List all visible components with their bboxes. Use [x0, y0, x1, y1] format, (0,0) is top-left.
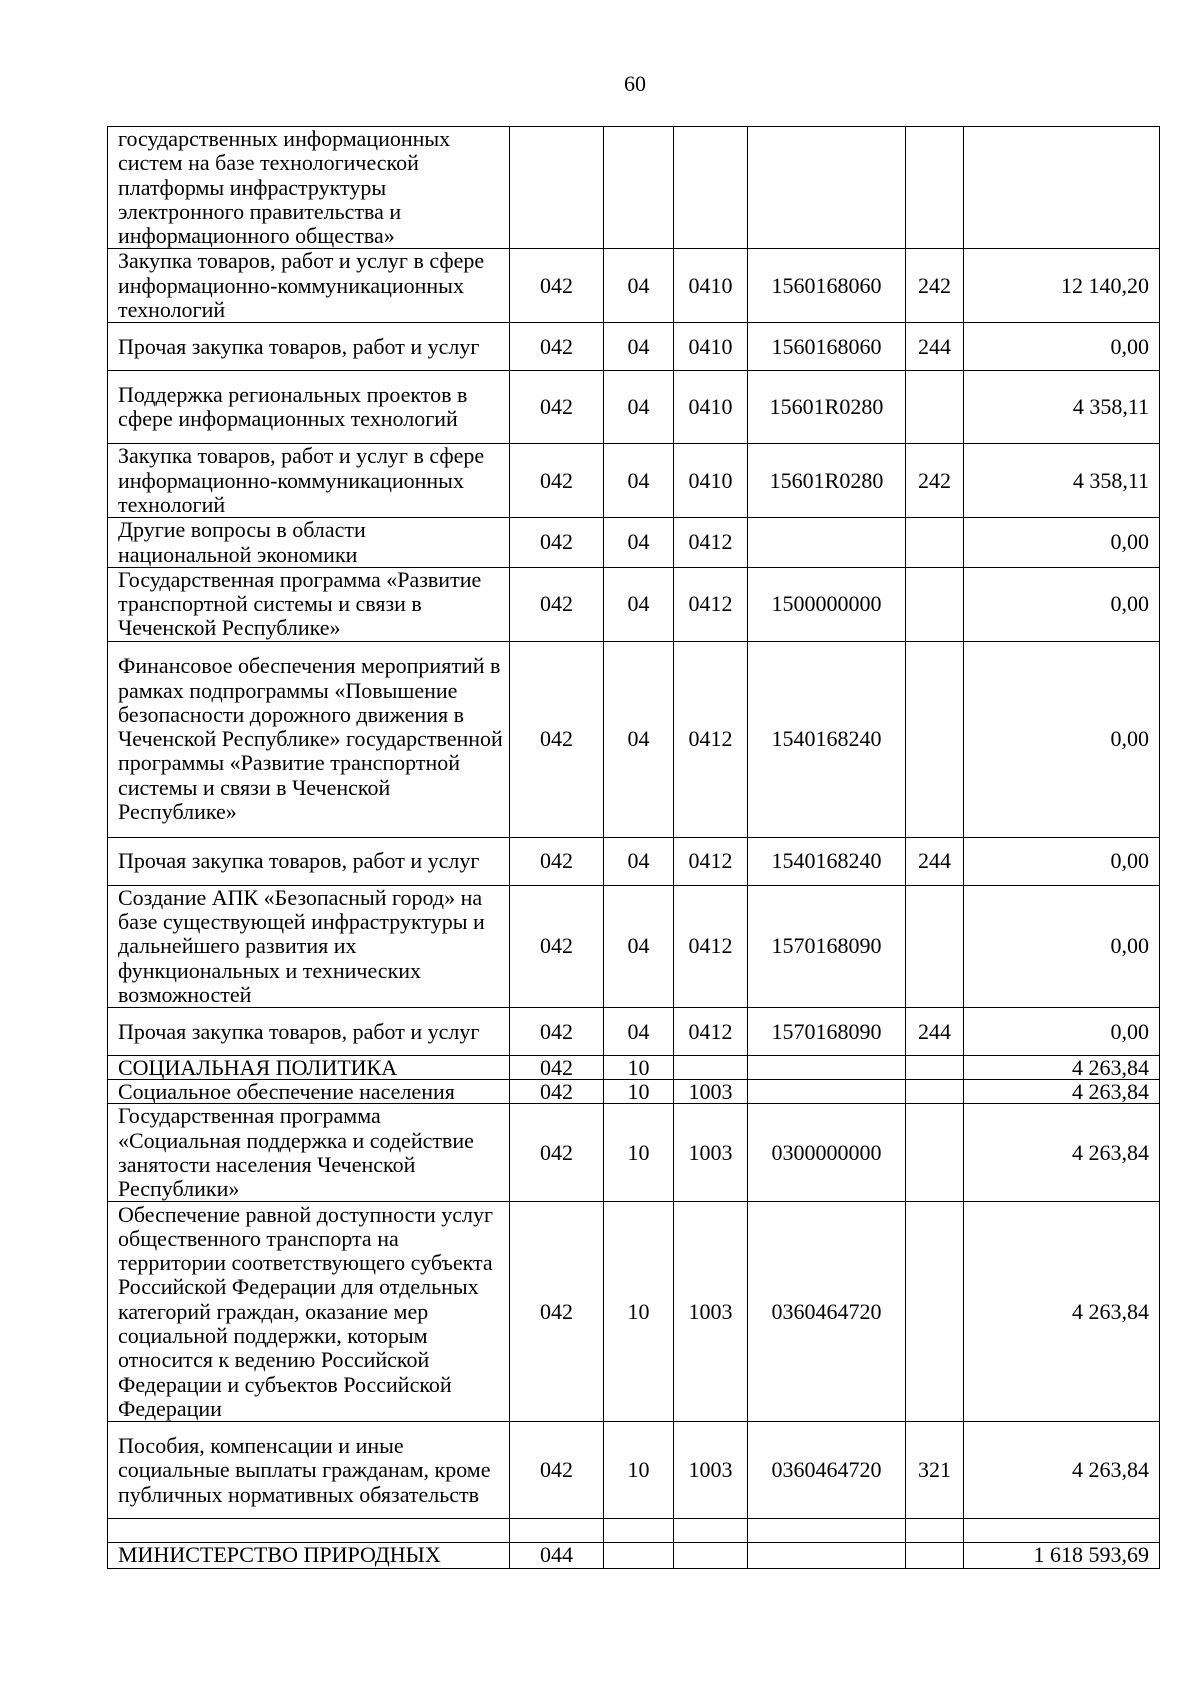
admin-code-cell: 042 [510, 249, 604, 323]
amount-cell: 4 358,11 [964, 444, 1160, 518]
admin-code-cell: 042 [510, 1104, 604, 1202]
admin-code-cell: 042 [510, 1422, 604, 1519]
row-name-cell: Закупка товаров, работ и услуг в сфере информационно-коммуникационных технологий [108, 444, 510, 518]
expense-type-cell: 321 [906, 1422, 964, 1519]
section-code-cell [604, 1543, 674, 1568]
admin-code-cell: 044 [510, 1543, 604, 1568]
amount-cell: 4 263,84 [964, 1080, 1160, 1104]
amount-cell: 0,00 [964, 641, 1160, 837]
row-name-cell: государственных информационных систем на базе технологической платформы инфраструктуры электронного правительства и информационного общества» [108, 127, 510, 249]
table-row [108, 1202, 1160, 1422]
admin-code-cell: 042 [510, 567, 604, 641]
admin-code-cell [510, 1519, 604, 1543]
table-row [108, 518, 1160, 568]
admin-code-cell: 042 [510, 1056, 604, 1080]
subsection-code-cell: 1003 [674, 1104, 748, 1202]
section-code-cell: 10 [604, 1202, 674, 1422]
amount-cell: 1 618 593,69 [964, 1543, 1160, 1568]
subsection-code-cell: 0412 [674, 837, 748, 885]
admin-code-cell: 042 [510, 885, 604, 1007]
row-name-cell: Социальное обеспечение населения [108, 1080, 510, 1104]
section-code-cell: 04 [604, 444, 674, 518]
row-name-cell: МИНИСТЕРСТВО ПРИРОДНЫХ [108, 1543, 510, 1568]
amount-cell: 0,00 [964, 1008, 1160, 1056]
section-code-cell [604, 1519, 674, 1543]
subsection-code-cell: 1003 [674, 1422, 748, 1519]
expense-type-cell [906, 1104, 964, 1202]
expense-type-cell [906, 127, 964, 249]
row-name-cell: Прочая закупка товаров, работ и услуг [108, 1008, 510, 1056]
table-row [108, 837, 1160, 885]
target-article-cell: 0300000000 [748, 1104, 906, 1202]
section-code-cell: 10 [604, 1056, 674, 1080]
table-row [108, 1543, 1160, 1568]
subsection-code-cell: 0412 [674, 641, 748, 837]
table-row [108, 1008, 1160, 1056]
target-article-cell [748, 1519, 906, 1543]
admin-code-cell: 042 [510, 837, 604, 885]
subsection-code-cell: 0412 [674, 885, 748, 1007]
target-article-cell: 1500000000 [748, 567, 906, 641]
target-article-cell: 0360464720 [748, 1202, 906, 1422]
section-code-cell: 04 [604, 567, 674, 641]
row-name-cell: Поддержка региональных проектов в сфере информационных технологий [108, 371, 510, 444]
admin-code-cell: 042 [510, 323, 604, 371]
subsection-code-cell: 0410 [674, 323, 748, 371]
row-name-cell: Другие вопросы в области национальной экономики [108, 518, 510, 568]
target-article-cell: 1560168060 [748, 323, 906, 371]
table-row [108, 371, 1160, 444]
target-article-cell [748, 518, 906, 568]
table-row [108, 567, 1160, 641]
target-article-cell [748, 1543, 906, 1568]
expense-type-cell: 244 [906, 1008, 964, 1056]
expense-type-cell [906, 518, 964, 568]
amount-cell: 4 263,84 [964, 1104, 1160, 1202]
subsection-code-cell: 0412 [674, 518, 748, 568]
row-name-cell: Пособия, компенсации и иные социальные выплаты гражданам, кроме публичных нормативных обязательств [108, 1422, 510, 1519]
expense-type-cell [906, 1543, 964, 1568]
expense-type-cell [906, 1519, 964, 1543]
subsection-code-cell [674, 1519, 748, 1543]
section-code-cell: 04 [604, 371, 674, 444]
expense-type-cell [906, 641, 964, 837]
row-name-cell: Создание АПК «Безопасный город» на базе существующей инфраструктуры и дальнейшего развития их функциональных и технических возможностей [108, 885, 510, 1007]
section-code-cell: 10 [604, 1104, 674, 1202]
table-row [108, 1519, 1160, 1543]
amount-cell: 0,00 [964, 323, 1160, 371]
section-code-cell: 04 [604, 885, 674, 1007]
row-name-cell: Государственная программа «Социальная поддержка и содействие занятости населения Чеченской Республики» [108, 1104, 510, 1202]
amount-cell: 0,00 [964, 518, 1160, 568]
table-row [108, 444, 1160, 518]
target-article-cell: 1540168240 [748, 641, 906, 837]
target-article-cell [748, 127, 906, 249]
admin-code-cell: 042 [510, 1008, 604, 1056]
expense-type-cell: 242 [906, 249, 964, 323]
subsection-code-cell: 0410 [674, 444, 748, 518]
amount-cell: 4 263,84 [964, 1202, 1160, 1422]
expense-type-cell: 244 [906, 837, 964, 885]
expense-type-cell [906, 885, 964, 1007]
subsection-code-cell: 0412 [674, 567, 748, 641]
budget-table [107, 126, 1160, 1569]
row-name-cell [108, 1519, 510, 1543]
target-article-cell: 1570168090 [748, 885, 906, 1007]
admin-code-cell: 042 [510, 371, 604, 444]
admin-code-cell [510, 127, 604, 249]
target-article-cell: 1560168060 [748, 249, 906, 323]
table-row [108, 641, 1160, 837]
expense-type-cell: 244 [906, 323, 964, 371]
admin-code-cell: 042 [510, 518, 604, 568]
section-code-cell: 10 [604, 1422, 674, 1519]
target-article-cell: 0360464720 [748, 1422, 906, 1519]
section-code-cell: 04 [604, 641, 674, 837]
target-article-cell: 1570168090 [748, 1008, 906, 1056]
section-code-cell: 04 [604, 249, 674, 323]
table-row [108, 249, 1160, 323]
section-code-cell: 04 [604, 323, 674, 371]
table-row [108, 323, 1160, 371]
expense-type-cell [906, 371, 964, 444]
page-number: 60 [624, 71, 646, 96]
amount-cell [964, 1519, 1160, 1543]
table-row [108, 885, 1160, 1007]
target-article-cell: 15601R0280 [748, 371, 906, 444]
expense-type-cell [906, 1080, 964, 1104]
admin-code-cell: 042 [510, 1202, 604, 1422]
expense-type-cell [906, 1056, 964, 1080]
target-article-cell: 1540168240 [748, 837, 906, 885]
admin-code-cell: 042 [510, 641, 604, 837]
section-code-cell: 04 [604, 518, 674, 568]
table-row [108, 127, 1160, 249]
subsection-code-cell [674, 1543, 748, 1568]
amount-cell: 0,00 [964, 885, 1160, 1007]
row-name-cell: Закупка товаров, работ и услуг в сфере информационно-коммуникационных технологий [108, 249, 510, 323]
admin-code-cell: 042 [510, 1080, 604, 1104]
row-name-cell: Государственная программа «Развитие транспортной системы и связи в Чеченской Республике» [108, 567, 510, 641]
target-article-cell [748, 1080, 906, 1104]
expense-type-cell: 242 [906, 444, 964, 518]
table-row [108, 1104, 1160, 1202]
target-article-cell: 15601R0280 [748, 444, 906, 518]
amount-cell: 4 263,84 [964, 1056, 1160, 1080]
subsection-code-cell [674, 127, 748, 249]
expense-type-cell [906, 1202, 964, 1422]
subsection-code-cell: 1003 [674, 1080, 748, 1104]
admin-code-cell: 042 [510, 444, 604, 518]
subsection-code-cell [674, 1056, 748, 1080]
row-name-cell: СОЦИАЛЬНАЯ ПОЛИТИКА [108, 1056, 510, 1080]
budget-table-body [108, 127, 1160, 1569]
table-row [108, 1056, 1160, 1080]
subsection-code-cell: 0412 [674, 1008, 748, 1056]
subsection-code-cell: 1003 [674, 1202, 748, 1422]
amount-cell: 0,00 [964, 837, 1160, 885]
section-code-cell [604, 127, 674, 249]
amount-cell: 4 358,11 [964, 371, 1160, 444]
amount-cell: 0,00 [964, 567, 1160, 641]
amount-cell: 12 140,20 [964, 249, 1160, 323]
amount-cell [964, 127, 1160, 249]
amount-cell: 4 263,84 [964, 1422, 1160, 1519]
row-name-cell: Прочая закупка товаров, работ и услуг [108, 837, 510, 885]
target-article-cell [748, 1056, 906, 1080]
section-code-cell: 04 [604, 1008, 674, 1056]
row-name-cell: Обеспечение равной доступности услуг общественного транспорта на территории соответствующего субъекта Российской Федерации для отдельных категорий граждан, оказание мер социальной поддержки, которым относится к ведению Российской Федерации и субъектов Российской Федерации [108, 1202, 510, 1422]
table-row [108, 1080, 1160, 1104]
expense-type-cell [906, 567, 964, 641]
row-name-cell: Финансовое обеспечения мероприятий в рамках подпрограммы «Повышение безопасности дорожного движения в Чеченской Республике» государственной программы «Развитие транспортной системы и связи в Чеченской Республике» [108, 641, 510, 837]
section-code-cell: 10 [604, 1080, 674, 1104]
table-row [108, 1422, 1160, 1519]
subsection-code-cell: 0410 [674, 371, 748, 444]
section-code-cell: 04 [604, 837, 674, 885]
subsection-code-cell: 0410 [674, 249, 748, 323]
row-name-cell: Прочая закупка товаров, работ и услуг [108, 323, 510, 371]
